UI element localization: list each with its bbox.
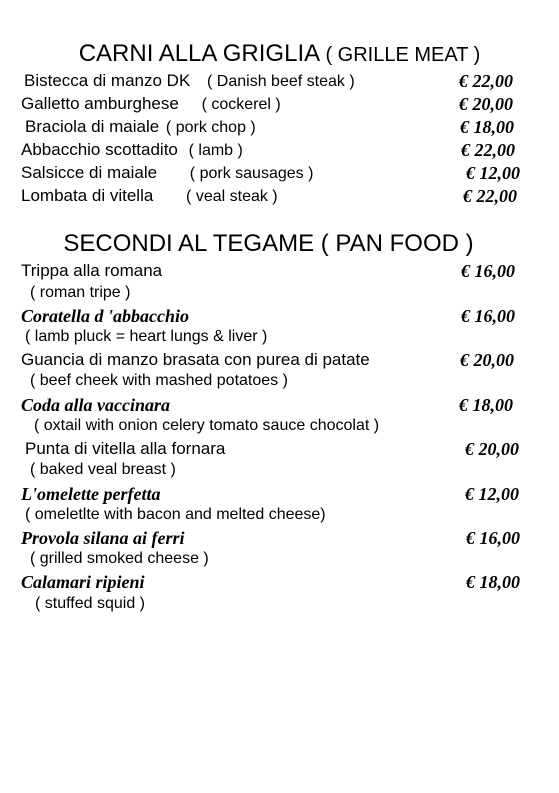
item-name: Punta di vitella alla fornara — [25, 439, 226, 458]
section-title-pan — [0, 230, 548, 258]
item-price: € 18,00 — [466, 572, 520, 592]
item-name: Abbacchio scottadito — [21, 140, 178, 159]
item-price: € 16,00 — [461, 261, 515, 281]
section-title-grill — [0, 40, 559, 68]
item-price: € 20,00 — [459, 94, 513, 114]
menu-item — [21, 139, 243, 162]
menu-item — [21, 260, 162, 282]
menu-item — [21, 93, 281, 116]
item-price: € 20,00 — [465, 439, 519, 459]
menu-item — [21, 527, 185, 550]
item-description: ( baked veal breast ) — [30, 461, 176, 478]
item-description: ( beef cheek with mashed potatoes ) — [30, 372, 288, 389]
item-price: € 12,00 — [466, 163, 520, 183]
section-title-sub: ( GRILLE MEAT ) — [325, 44, 481, 66]
item-price: € 18,00 — [459, 395, 513, 415]
menu-item — [24, 70, 355, 93]
menu-item — [21, 185, 278, 208]
menu-item — [21, 349, 370, 371]
item-translation: ( cockerel ) — [201, 96, 281, 113]
menu-item — [21, 162, 313, 185]
item-name: Galletto amburghese — [21, 94, 179, 113]
item-name: Guancia di manzo brasata con purea di patate — [21, 350, 370, 369]
menu-item — [25, 438, 225, 460]
item-translation: ( Danish beef steak ) — [207, 73, 355, 90]
menu-item — [21, 394, 170, 417]
item-description: ( stuffed squid ) — [35, 595, 145, 612]
item-price: € 22,00 — [461, 140, 515, 160]
item-translation: ( pork chop ) — [165, 119, 256, 136]
section-title-main: SECONDI AL TEGAME — [63, 230, 315, 257]
item-name: Braciola di maiale — [25, 117, 160, 136]
section-title-sub: ( PAN FOOD ) — [320, 230, 474, 257]
item-price: € 20,00 — [460, 350, 514, 370]
item-name: Coratella d 'abbacchio — [21, 306, 189, 326]
item-price: € 12,00 — [465, 484, 519, 504]
item-name: Lombata di vitella — [21, 186, 154, 205]
item-translation: ( veal steak ) — [186, 188, 278, 205]
section-title-main: CARNI ALLA GRIGLIA — [78, 40, 319, 67]
item-name: Bistecca di manzo DK — [24, 71, 191, 90]
item-name: Trippa alla romana — [21, 261, 163, 280]
item-price: € 16,00 — [466, 528, 520, 548]
item-translation: ( lamb ) — [188, 142, 243, 159]
item-name: Provola silana ai ferri — [21, 528, 185, 548]
item-description: ( omeletlte with bacon and melted cheese) — [25, 506, 326, 523]
item-name: Coda alla vaccinara — [21, 395, 170, 415]
item-description: ( oxtail with onion celery tomato sauce chocolat ) — [34, 417, 380, 434]
menu-item — [21, 571, 145, 594]
item-price: € 22,00 — [463, 186, 517, 206]
menu-item — [21, 483, 160, 506]
menu-item — [25, 116, 256, 139]
item-description: ( roman tripe ) — [30, 284, 131, 301]
menu-item — [21, 305, 189, 328]
item-price: € 18,00 — [460, 117, 514, 137]
item-name: Salsicce di maiale — [21, 163, 158, 182]
item-name: Calamari ripieni — [21, 572, 145, 592]
item-price: € 16,00 — [461, 306, 515, 326]
item-price: € 22,00 — [459, 71, 513, 91]
item-translation: ( pork sausages ) — [189, 165, 314, 182]
item-name: L'omelette perfetta — [21, 484, 161, 504]
item-description: ( lamb pluck = heart lungs & liver ) — [25, 328, 268, 345]
item-description: ( grilled smoked cheese ) — [30, 550, 209, 567]
